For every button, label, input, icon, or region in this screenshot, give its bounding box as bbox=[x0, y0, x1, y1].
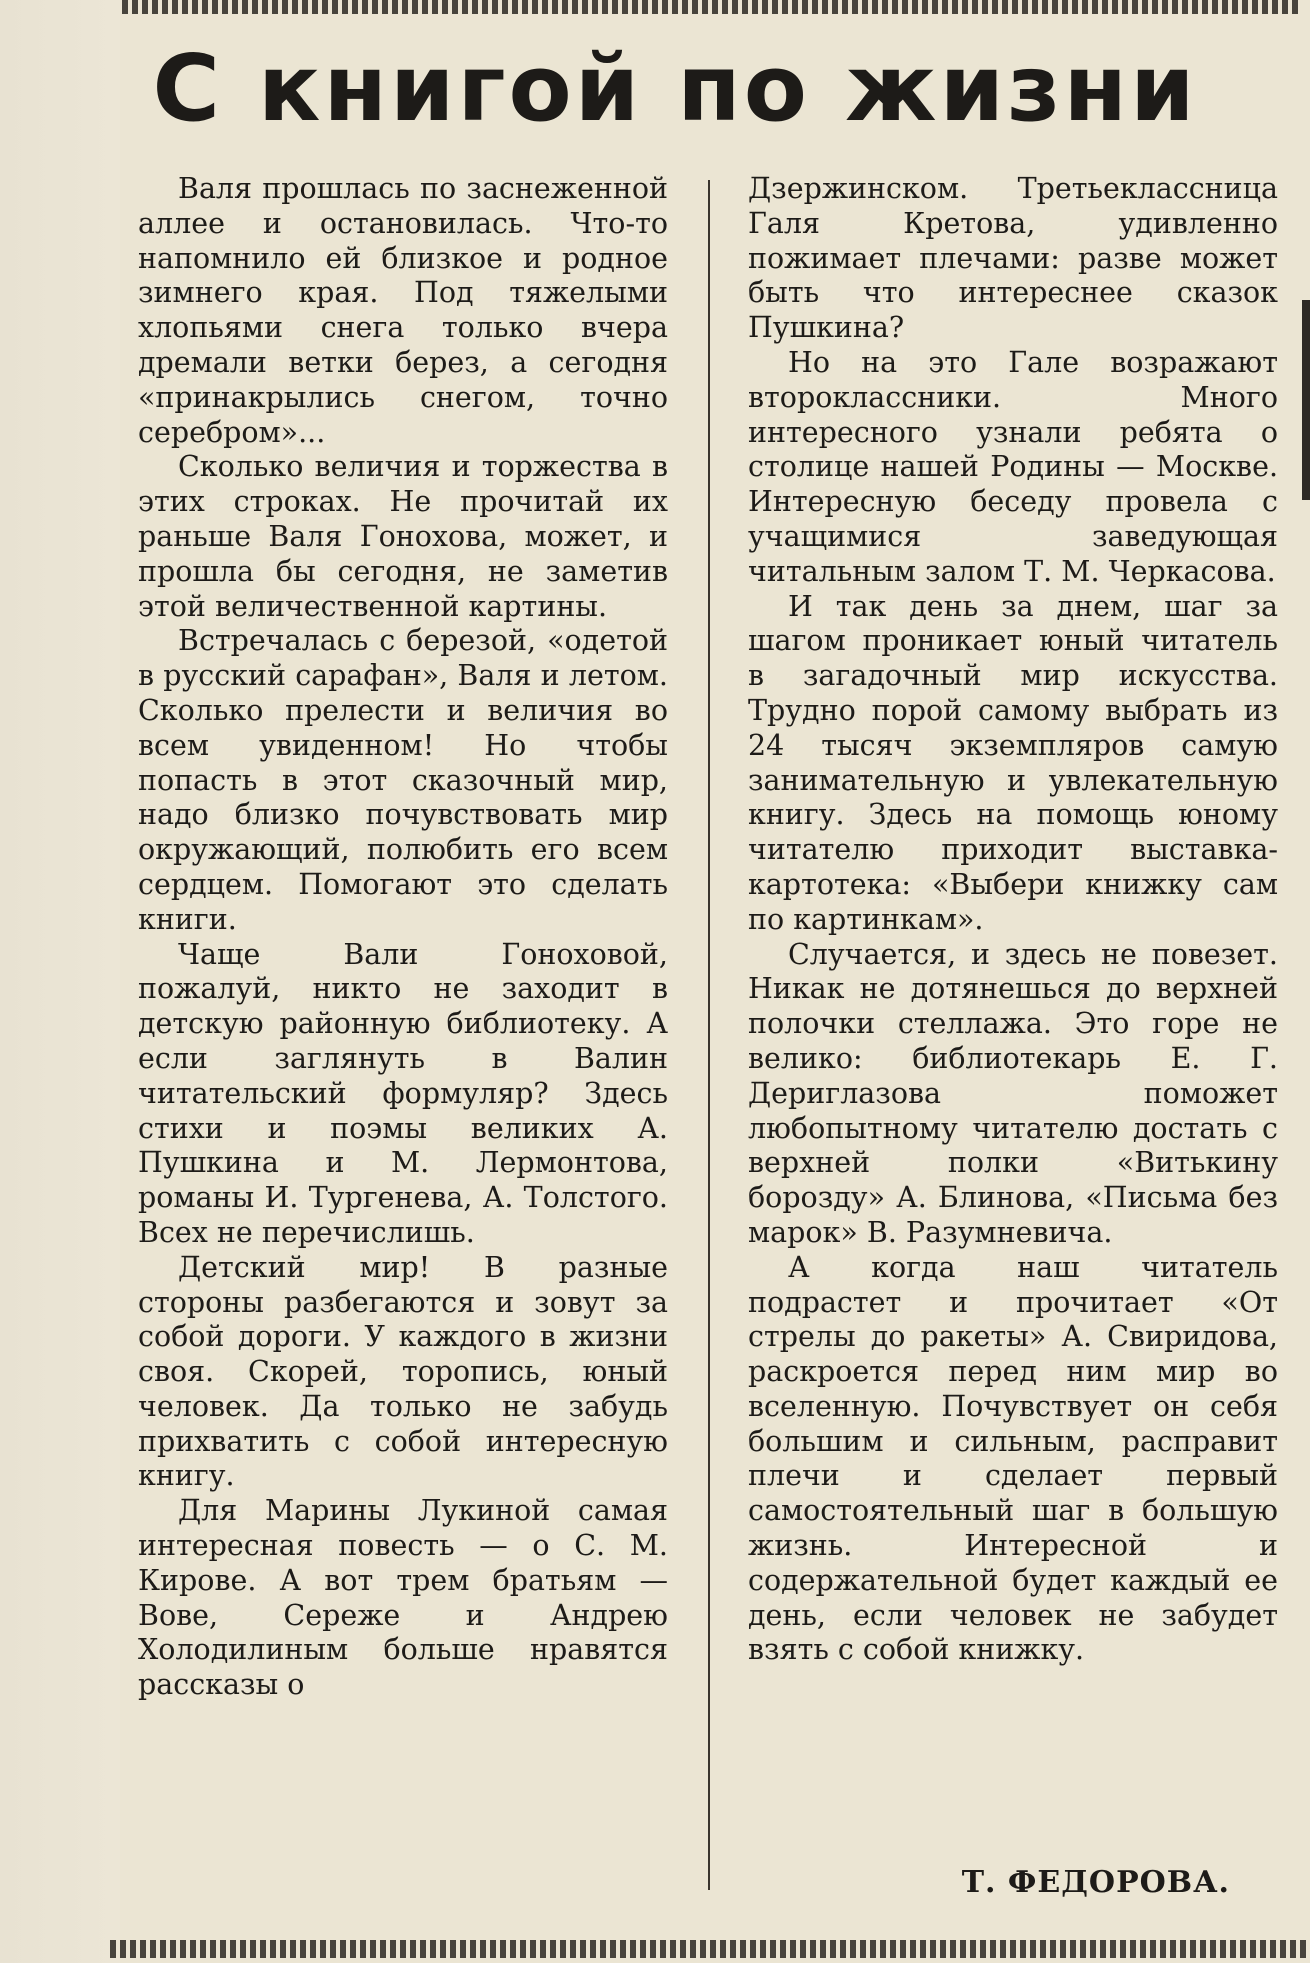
paragraph: Дзержинском. Третьеклассница Галя Кретова, удивленно пожимает плечами: разве может быть что интереснее сказок Пушкина? bbox=[748, 172, 1278, 345]
top-ornamental-border bbox=[122, 0, 1298, 14]
page-left-margin bbox=[0, 0, 120, 1963]
paragraph: Чаще Вали Гоноховой, пожалуй, никто не заходит в детскую районную библиотеку. А если заглянуть в Валин читательский формуляр? Здесь стихи и поэмы великих А. Пушкина и М. Лермонтова, романы И. Тургенева, А. Толстого. Всех не перечислишь. bbox=[138, 937, 668, 1249]
column-divider bbox=[708, 180, 710, 1890]
paragraph: Случается, и здесь не повезет. Никак не дотянешься до верхней полочки стеллажа. Это горе не велико: библиотекарь Е. Г. Дериглазова поможет любопытному читателю достать с верхней полки «Витькину борозду» А. Блинова, «Письма без марок» В. Разумневича. bbox=[748, 937, 1278, 1249]
author-signature: Т. ФЕДОРОВА. bbox=[961, 1865, 1230, 1900]
bottom-ornamental-border bbox=[110, 1940, 1310, 1958]
left-column bbox=[138, 172, 668, 1703]
paragraph: Сколько величия и торжества в этих строках. Не прочитай их раньше Валя Гонохова, может, и прошла бы сегодня, не заметив этой величественной картины. bbox=[138, 450, 668, 623]
article-headline: С книгой по жизни bbox=[152, 35, 1198, 142]
paragraph: Встречалась с березой, «одетой в русский сарафан», Валя и летом. Сколько прелести и величия во всем увиденном! Но чтобы попасть в этот сказочный мир, надо близко почувствовать мир окружающий, полюбить его всем сердцем. Помогают это сделать книги. bbox=[138, 624, 668, 936]
right-column bbox=[748, 172, 1278, 1668]
paragraph: И так день за днем, шаг за шагом проникает юный читатель в загадочный мир искусства. Трудно порой самому выбрать из 24 тысяч экземпляров самую занимательную и увлекательную книгу. Здесь на помощь юному читателю приходит выставка-картотека: «Выбери книжку сам по картинкам». bbox=[748, 589, 1278, 936]
paragraph: Валя прошлась по заснеженной аллее и остановилась. Что-то напомнило ей близкое и родное зимнего края. Под тяжелыми хлопьями снега только вчера дремали ветки берез, а сегодня «принакрылись снегом, точно серебром»... bbox=[138, 172, 668, 449]
paragraph: Для Марины Лукиной самая интересная повесть — о С. М. Кирове. А вот трем братьям — Вове, Сереже и Андрею Холодилиным больше нравятся рассказы о bbox=[138, 1494, 668, 1702]
right-edge-strip bbox=[1302, 300, 1310, 500]
paragraph: Детский мир! В разные стороны разбегаются и зовут за собой дороги. У каждого в жизни своя. Скорей, торопись, юный человек. Да только не забудь прихватить с собой интересную книгу. bbox=[138, 1250, 668, 1493]
paragraph: Но на это Гале возражают второклассники. Много интересного узнали ребята о столице нашей Родины — Москве. Интересную беседу провела с учащимися заведующая читальным залом Т. М. Черкасова. bbox=[748, 345, 1278, 588]
paragraph: А когда наш читатель подрастет и прочитает «От стрелы до ракеты» А. Свиридова, раскроется перед ним мир во вселенную. Почувствует он себя большим и сильным, расправит плечи и сделает первый самостоятельный шаг в большую жизнь. Интересной и содержательной будет каждый ее день, если человек не забудет взять с собой книжку. bbox=[748, 1250, 1278, 1667]
